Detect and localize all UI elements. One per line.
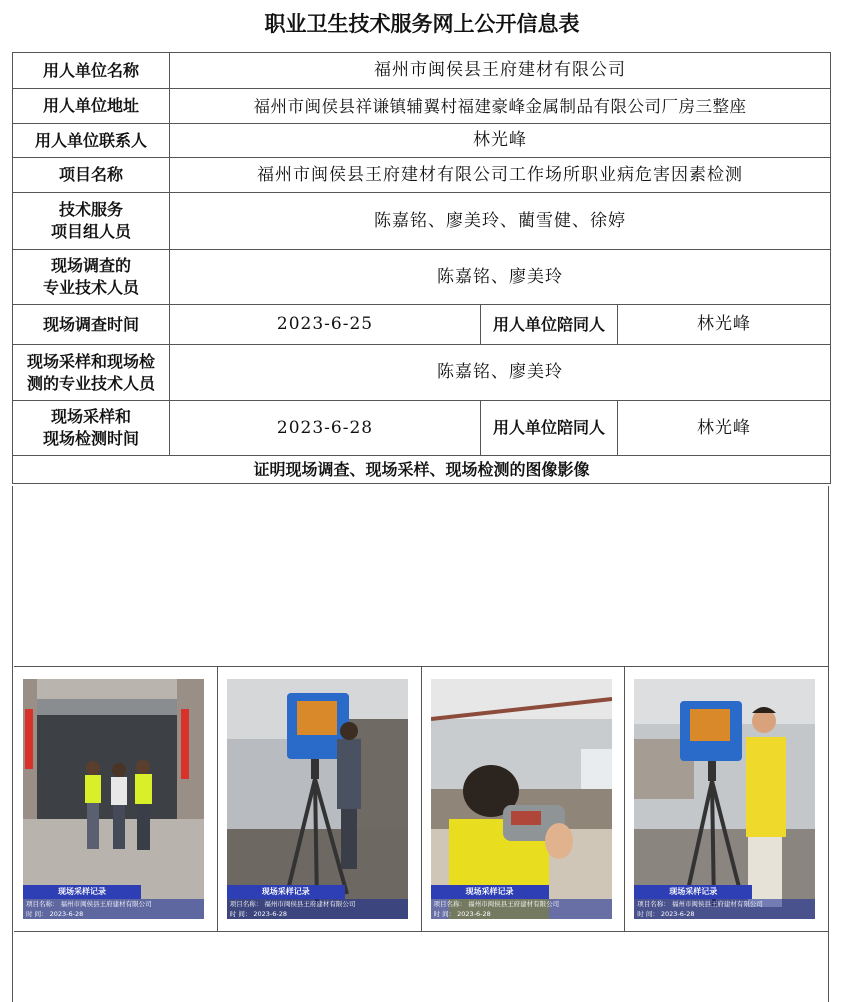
caption-time-line: 时 间： 2023-6-28	[26, 910, 84, 918]
caption-project-line: 项目名称： 福州市闽侯县王府建材有限公司	[229, 900, 356, 908]
caption-lines	[634, 899, 815, 919]
sampling-staff-label	[13, 345, 170, 401]
photo-row	[14, 666, 828, 932]
row-images-header	[13, 456, 831, 484]
entrance-scene-image	[23, 679, 204, 919]
caption-time-line: 时 间： 2023-6-28	[229, 910, 288, 918]
row-employer-address	[13, 89, 831, 124]
row-sampling-time	[13, 401, 831, 456]
photo-cell-4	[625, 667, 828, 931]
images-header: 证明现场调查、现场采样、现场检测的图像影像	[13, 456, 831, 484]
project-name-value: 福州市闽侯县王府建材有限公司工作场所职业病危害因素检测	[170, 158, 831, 193]
survey-staff-label-line1: 现场调查的	[50, 256, 131, 275]
page-title: 职业卫生技术服务网上公开信息表	[264, 12, 580, 36]
handheld-detector-image	[431, 679, 612, 919]
caption-title: 现场采样记录	[23, 885, 141, 899]
photo-cell-3	[422, 667, 626, 931]
photo-cell-1	[14, 667, 218, 931]
caption-project-line: 项目名称： 福州市闽侯县王府建材有限公司	[26, 900, 152, 908]
employer-address-value: 福州市闽侯县祥谦镇辅翼村福建豪峰金属制品有限公司厂房三整座	[170, 89, 831, 124]
sampling-time-label-line2: 现场检测时间	[42, 429, 139, 448]
team-label-line2: 项目组人员	[50, 222, 131, 241]
caption-lines	[431, 899, 612, 919]
sampling-companion-label: 用人单位陪同人	[481, 401, 618, 456]
photo-caption-4	[634, 885, 815, 919]
caption-title: 现场采样记录	[431, 885, 549, 899]
row-survey-time	[13, 305, 831, 345]
sampler-tripod-image	[227, 679, 408, 919]
caption-title: 现场采样记录	[227, 885, 345, 899]
site-photo-entrance	[23, 679, 204, 919]
team-label-line1: 技术服务	[58, 200, 123, 219]
employer-name-value: 福州市闽侯县王府建材有限公司	[170, 53, 831, 89]
caption-lines	[227, 899, 408, 919]
project-name-label: 项目名称	[13, 158, 170, 193]
survey-time-value: 2023-6-25	[170, 305, 481, 345]
caption-time-line: 时 间： 2023-6-28	[637, 910, 695, 918]
photo-caption-3	[431, 885, 612, 919]
row-team	[13, 193, 831, 250]
photo-cell-2	[218, 667, 422, 931]
row-sampling-staff	[13, 345, 831, 401]
sampling-staff-value: 陈嘉铭、廖美玲	[170, 345, 831, 401]
photo-caption-1	[23, 885, 204, 919]
survey-staff-value: 陈嘉铭、廖美玲	[170, 250, 831, 305]
sampling-staff-label-line1: 现场采样和现场检	[26, 351, 155, 371]
employer-contact-label: 用人单位联系人	[13, 124, 170, 158]
sampling-staff-label-line2: 测的专业技术人员	[26, 373, 155, 393]
survey-staff-label-line2: 专业技术人员	[42, 278, 139, 297]
employer-contact-value: 林光峰	[170, 124, 831, 158]
row-project-name	[13, 158, 831, 193]
row-employer-contact	[13, 124, 831, 158]
caption-title: 现场采样记录	[634, 885, 752, 899]
row-survey-staff	[13, 250, 831, 305]
sampling-time-label	[13, 401, 170, 456]
caption-project-line: 项目名称： 福州市闽侯县王府建材有限公司	[433, 900, 560, 908]
caption-lines	[23, 899, 204, 919]
survey-time-label: 现场调查时间	[13, 305, 170, 345]
employer-name-label: 用人单位名称	[13, 53, 170, 89]
employer-address-label: 用人单位地址	[13, 89, 170, 124]
site-photo-sampler-worker	[634, 679, 815, 919]
row-employer-name	[13, 53, 831, 89]
sampling-time-label-line1: 现场采样和	[50, 407, 131, 426]
caption-time-line: 时 间： 2023-6-28	[433, 910, 491, 918]
caption-project-line: 项目名称： 福州市闽侯县王府建材有限公司	[637, 900, 763, 908]
photo-caption-2	[227, 885, 408, 919]
survey-companion-value: 林光峰	[618, 305, 831, 345]
site-photo-handheld-detector	[431, 679, 612, 919]
sampling-time-value: 2023-6-28	[170, 401, 481, 456]
survey-staff-label	[13, 250, 170, 305]
team-label	[13, 193, 170, 250]
survey-companion-label: 用人单位陪同人	[481, 305, 618, 345]
team-value: 陈嘉铭、廖美玲、藺雪健、徐婷	[170, 193, 831, 250]
site-photo-sampler-tripod	[227, 679, 408, 919]
sampling-companion-value: 林光峰	[618, 401, 831, 456]
info-table	[12, 52, 831, 484]
sampler-worker-image	[634, 679, 815, 919]
